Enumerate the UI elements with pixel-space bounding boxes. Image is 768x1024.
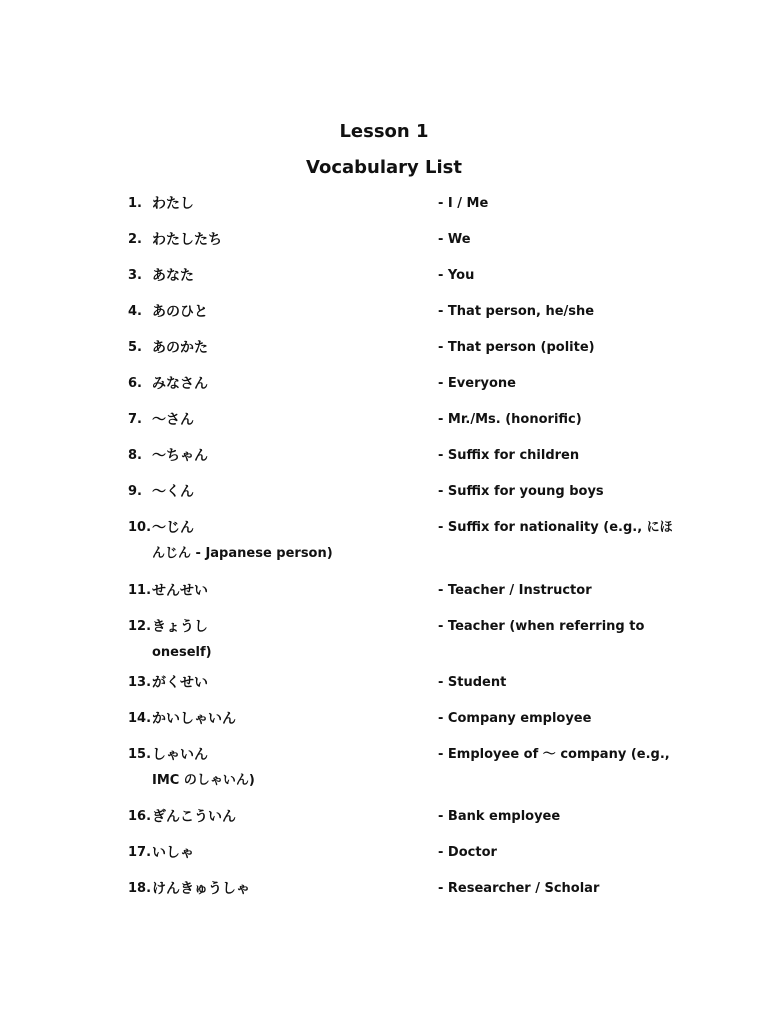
vocab-entry [128,335,668,361]
vocab-japanese-term: ぎんこういん [152,809,236,825]
vocab-entry [128,371,668,397]
vocab-english-meaning: - Bank employee [438,809,561,824]
vocab-number: 10. [128,520,152,535]
vocab-japanese-term: せんせい [152,583,208,599]
vocab-entry-row [128,479,668,505]
vocab-entry-row [128,227,668,253]
vocab-entry-row [128,443,668,469]
vocab-english-meaning: - Student [438,675,507,690]
vocab-entry-row [128,407,668,433]
vocab-entry-row [128,335,668,361]
vocab-japanese-term: 〜ちゃん [152,448,208,464]
vocab-japanese-term: がくせい [152,675,208,691]
vocab-entry [128,407,668,433]
vocab-english-meaning: - Suffix for nationality (e.g., にほ [438,520,673,535]
vocab-entry-row [128,742,668,768]
vocab-entry [128,443,668,469]
vocab-japanese-term: いしゃ [152,845,194,861]
vocab-number: 8. [128,448,142,463]
vocab-entry [128,191,668,217]
vocab-japanese-term: 〜さん [152,412,194,428]
vocab-entry-row [128,706,668,732]
vocab-entry [128,479,668,505]
vocab-japanese-term: かいしゃいん [152,711,236,727]
vocab-japanese-term: わたしたち [152,232,222,248]
vocab-entry-row [128,371,668,397]
vocab-english-meaning: - Suffix for young boys [438,484,604,499]
vocab-japanese-term: けんきゅうしゃ [152,881,250,897]
vocab-entry [128,227,668,253]
vocab-number: 15. [128,747,152,762]
vocab-japanese-term: きょうし [152,619,208,635]
vocab-entry-row [128,614,668,640]
vocab-english-meaning: - That person, he/she [438,304,595,319]
vocab-number: 2. [128,232,142,247]
vocab-entry [128,515,673,567]
vocab-number: 3. [128,268,142,283]
vocab-meaning-continuation: んじん - Japanese person) [152,546,333,561]
vocab-entry-row [128,263,668,289]
vocab-english-meaning: - Mr./Ms. (honorific) [438,412,582,427]
vocab-japanese-term: あのかた [152,340,208,356]
vocab-number: 14. [128,711,152,726]
vocab-japanese-term: あのひと [152,304,208,320]
vocab-english-meaning: - Employee of 〜 company (e.g., [438,747,670,762]
vocab-entry [128,840,668,866]
vocab-entry-row [128,804,668,830]
vocab-entry-row [128,299,668,325]
vocab-number: 18. [128,881,152,896]
vocab-entry-row [128,578,668,604]
vocab-english-meaning: - That person (polite) [438,340,595,355]
vocab-entry [128,804,668,830]
vocab-japanese-term: みなさん [152,376,208,392]
vocab-english-meaning: - Teacher / Instructor [438,583,592,598]
vocab-number: 4. [128,304,142,319]
vocab-entry [128,876,668,902]
vocab-number: 6. [128,376,142,391]
vocab-english-meaning: - Everyone [438,376,516,391]
vocab-entry-row [128,876,668,902]
vocab-japanese-term: 〜くん [152,484,194,500]
vocab-number: 12. [128,619,152,634]
vocab-number: 1. [128,196,142,211]
vocab-entry [128,578,668,604]
vocabulary-list-heading: Vocabulary List [306,157,462,178]
vocab-japanese-term: わたし [152,196,194,212]
vocab-english-meaning: - Suffix for children [438,448,580,463]
vocab-meaning-continuation: IMC のしゃいん) [152,773,255,788]
vocab-english-meaning: - We [438,232,471,247]
vocab-number: 7. [128,412,142,427]
vocab-number: 16. [128,809,152,824]
vocab-entry [128,614,668,666]
lesson-title: Lesson 1 [339,121,429,142]
vocab-english-meaning: - I / Me [438,196,489,211]
vocab-entry [128,742,668,794]
vocab-entry-row [128,840,668,866]
vocab-number: 13. [128,675,152,690]
vocab-japanese-term: 〜じん [152,520,194,536]
vocab-number: 11. [128,583,152,598]
vocab-entry [128,263,668,289]
vocab-english-meaning: - You [438,268,475,283]
vocab-entry-row [128,191,668,217]
vocab-english-meaning: - Company employee [438,711,592,726]
vocab-entry [128,706,668,732]
vocab-number: 9. [128,484,142,499]
vocab-meaning-continuation: oneself) [152,645,212,660]
vocab-english-meaning: - Doctor [438,845,497,860]
vocab-number: 5. [128,340,142,355]
vocab-english-meaning: - Researcher / Scholar [438,881,600,896]
vocab-english-meaning: - Teacher (when referring to [438,619,645,634]
vocab-entry-row [128,670,668,696]
vocab-entry-row [128,515,673,541]
vocab-entry [128,299,668,325]
vocab-number: 17. [128,845,152,860]
vocab-japanese-term: しゃいん [152,747,208,763]
vocab-entry [128,670,668,696]
vocab-japanese-term: あなた [152,268,194,284]
